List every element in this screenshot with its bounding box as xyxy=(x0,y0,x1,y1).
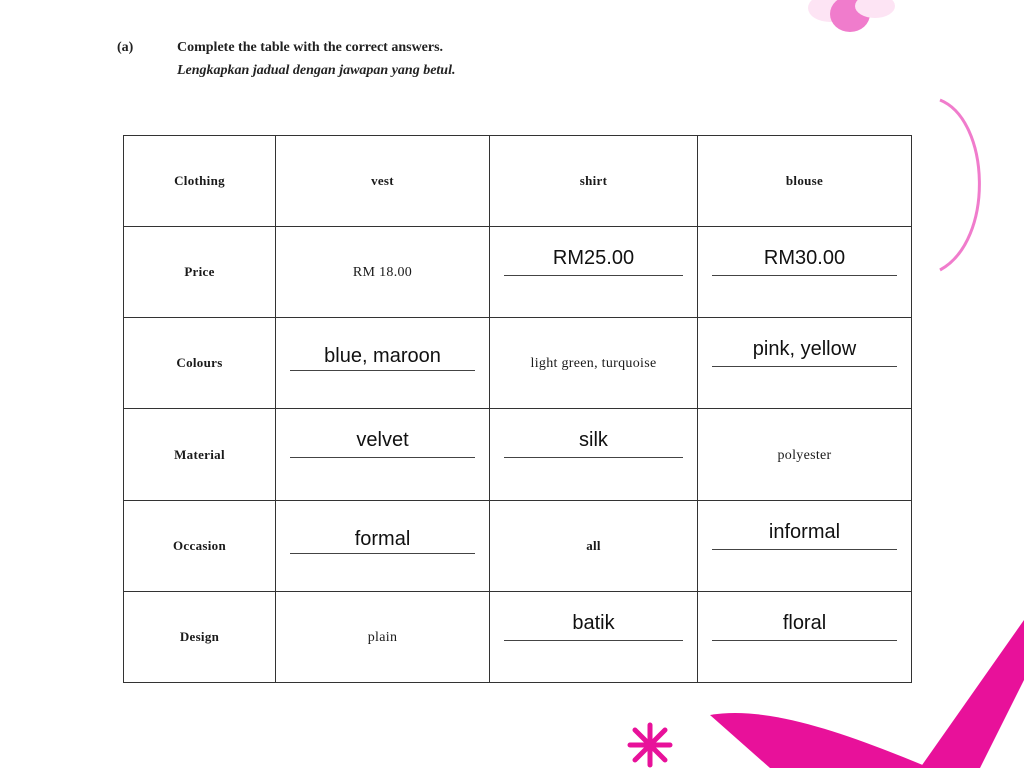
answer-line xyxy=(504,275,683,276)
answer-text: silk xyxy=(579,429,608,452)
answer-text: pink, yellow xyxy=(752,338,857,361)
answer-line xyxy=(712,549,897,550)
answer-line xyxy=(290,457,475,458)
instruction-english: Complete the table with the correct answers. xyxy=(177,40,444,55)
answer-cell xyxy=(698,591,912,682)
answer-text: batik xyxy=(572,611,615,634)
clothing-table xyxy=(123,135,912,683)
answer-cell xyxy=(490,409,698,500)
answer-text: blue, maroon xyxy=(324,345,441,368)
answer-line xyxy=(504,457,683,458)
printed-cell: polyester xyxy=(698,409,912,500)
table-row xyxy=(124,409,912,500)
instruction-malay: Lengkapkan jadual dengan jawapan yang betul. xyxy=(177,63,456,78)
row-label: Price xyxy=(124,227,276,318)
question-label: (a) xyxy=(117,40,134,55)
answer-line xyxy=(290,553,475,554)
header-cell: vest xyxy=(276,136,490,227)
answer-text: informal xyxy=(768,520,841,543)
row-label: Design xyxy=(124,591,276,682)
pink-arc-decoration xyxy=(935,60,1024,280)
printed-cell: light green, turquoise xyxy=(490,318,698,409)
answer-cell xyxy=(698,500,912,591)
answer-text: RM25.00 xyxy=(552,247,635,270)
header-cell: shirt xyxy=(490,136,698,227)
answer-cell xyxy=(698,318,912,409)
answer-cell xyxy=(490,227,698,318)
row-label: Colours xyxy=(124,318,276,409)
header-cell: Clothing xyxy=(124,136,276,227)
answer-line xyxy=(712,275,897,276)
answer-cell xyxy=(698,227,912,318)
table-header-row xyxy=(124,136,912,227)
answer-line xyxy=(290,370,475,371)
table-row xyxy=(124,591,912,682)
answer-cell xyxy=(490,591,698,682)
table-row xyxy=(124,227,912,318)
answer-text: RM30.00 xyxy=(763,247,846,270)
answer-text: velvet xyxy=(356,429,409,452)
header-cell: blouse xyxy=(698,136,912,227)
answer-cell xyxy=(276,318,490,409)
answer-text: floral xyxy=(782,611,827,634)
row-label: Material xyxy=(124,409,276,500)
printed-cell: plain xyxy=(276,591,490,682)
answer-cell xyxy=(276,409,490,500)
printed-cell: all xyxy=(490,500,698,591)
printed-cell: RM 18.00 xyxy=(276,227,490,318)
asterisk-decoration xyxy=(625,722,675,768)
answer-line xyxy=(712,366,897,367)
row-label: Occasion xyxy=(124,500,276,591)
table-row xyxy=(124,318,912,409)
answer-cell xyxy=(276,500,490,591)
answer-text: formal xyxy=(354,527,411,550)
answer-line xyxy=(712,640,897,641)
flower-decoration-top xyxy=(790,0,910,40)
table-row xyxy=(124,500,912,591)
magenta-petal-decoration xyxy=(680,705,940,768)
answer-line xyxy=(504,640,683,641)
